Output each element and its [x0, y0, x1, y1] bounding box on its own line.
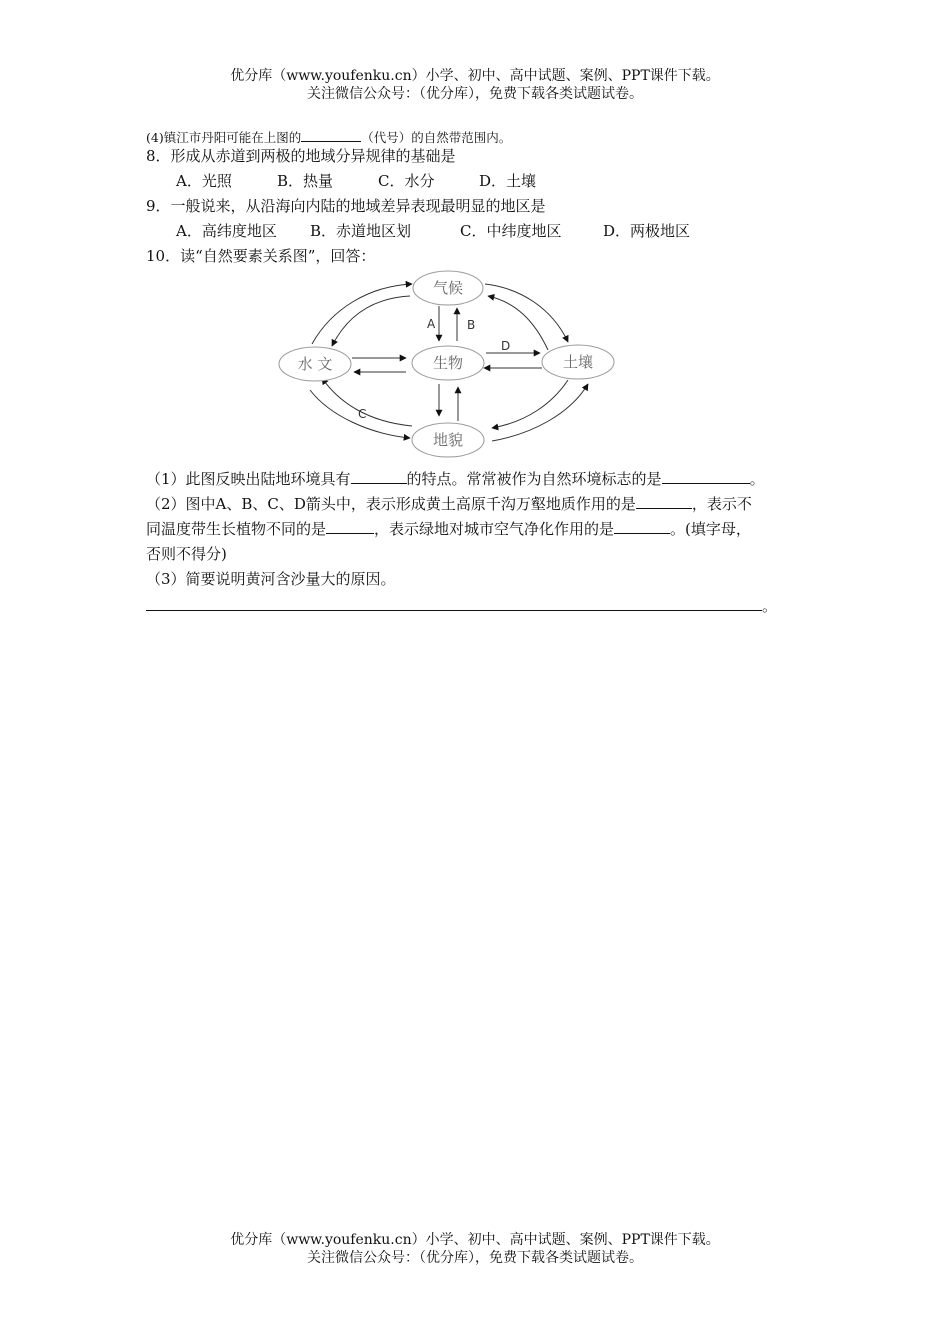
- arrow-climate-to-hydrology: [332, 296, 410, 346]
- arrow-label-a: A: [427, 317, 436, 331]
- question-7-part-4: [146, 127, 511, 148]
- arrow-landform-to-hydrology: [322, 378, 412, 426]
- node-biology-label: 生物: [432, 354, 464, 372]
- q10-2-text-2a: 同温度带生长植物不同的是: [146, 520, 327, 538]
- q9-option-b: B．赤道地区划: [310, 222, 412, 240]
- nature-elements-diagram: [270, 266, 630, 466]
- q10-2-text-2b: ，表示绿地对城市空气净化作用的是: [374, 520, 615, 538]
- q10-1-blank-1: [351, 469, 407, 484]
- question-10-part-2-line-2: [146, 519, 751, 539]
- q9-option-a: A．高纬度地区: [176, 222, 277, 240]
- q10-1-part2: 的特点。常常被作为自然环境标志的是: [406, 470, 662, 488]
- q8-option-d: D．土壤: [479, 172, 537, 190]
- footer-line-1: 优分库（www.youfenku.cn）小学、初中、高中试题、案例、PPT课件下载。: [230, 1232, 720, 1248]
- arrow-soil-to-landform: [492, 380, 568, 428]
- q10-2-blank-1: [636, 494, 692, 509]
- question-10-part-2-line-3: 否则不得分): [146, 545, 227, 563]
- header-line-1: 优分库（www.youfenku.cn）小学、初中、高中试题、案例、PPT课件下载。: [230, 68, 720, 84]
- node-climate-label: 气候: [432, 279, 464, 297]
- node-soil-label: 土壤: [562, 353, 594, 371]
- question-9-stem: 9．一般说来，从沿海向内陆的地域差异表现最明显的地区是: [146, 197, 546, 215]
- arrow-landform-to-soil: [492, 384, 588, 441]
- q10-3-end: 。: [762, 597, 778, 615]
- node-landform: [412, 423, 484, 457]
- question-10-part-2-line-1: [146, 494, 752, 514]
- q10-2-blank-3: [614, 519, 670, 534]
- node-climate: [413, 271, 483, 305]
- q8-option-a: A．光照: [176, 172, 232, 190]
- arrow-climate-to-soil: [485, 284, 568, 342]
- question-8-options: [176, 171, 536, 191]
- q10-2-blank-2: [326, 519, 374, 534]
- q10-1-part3: 。: [749, 470, 765, 488]
- question-8-stem: 8．形成从赤道到两极的地域分异规律的基础是: [146, 147, 456, 165]
- q9-option-c: C．中纬度地区: [460, 222, 562, 240]
- node-soil: [542, 345, 614, 379]
- q10-1-blank-2: [662, 469, 750, 484]
- q10-2-text-2c: 。(填字母，: [670, 520, 751, 538]
- q10-1-part1: （1）此图反映出陆地环境具有: [146, 470, 351, 488]
- node-biology: [412, 346, 484, 380]
- q10-2-text-1b: ，表示不: [691, 495, 752, 513]
- footer-line-2: 关注微信公众号：（优分库），免费下载各类试题试卷。: [307, 1250, 643, 1266]
- q10-3-answer-line: [146, 596, 762, 611]
- arrow-label-c: C: [358, 407, 367, 421]
- arrow-soil-to-climate: [488, 296, 548, 350]
- arrow-label-d: D: [501, 339, 511, 353]
- header-line-2: 关注微信公众号：（优分库），免费下载各类试题试卷。: [307, 86, 643, 102]
- node-hydrology: [279, 347, 351, 381]
- q7-4-answer-blank: [301, 127, 361, 142]
- q10-2-text-1a: （2）图中A、B、C、D箭头中，表示形成黄土高原千沟万壑地质作用的是: [146, 495, 636, 513]
- node-landform-label: 地貌: [432, 431, 464, 449]
- q8-option-c: C．水分: [378, 172, 435, 190]
- q8-option-b: B．热量: [277, 172, 334, 190]
- q7-4-prefix: (4)镇江市丹阳可能在上图的: [146, 130, 302, 145]
- question-10-stem: 10．读“自然要素关系图”，回答：: [146, 247, 376, 265]
- arrow-hydrology-to-climate: [312, 284, 412, 344]
- node-hydrology-label: 水 文: [297, 355, 333, 373]
- question-9-options: [176, 221, 690, 241]
- q9-option-d: D．两极地区: [603, 222, 691, 240]
- question-10-part-3-answer: [146, 596, 777, 616]
- arrow-label-b: B: [467, 318, 476, 332]
- question-10-part-3: （3）简要说明黄河含沙量大的原因。: [146, 570, 396, 588]
- question-10-part-1: [146, 469, 765, 489]
- q7-4-suffix: （代号）的自然带范围内。: [361, 130, 512, 145]
